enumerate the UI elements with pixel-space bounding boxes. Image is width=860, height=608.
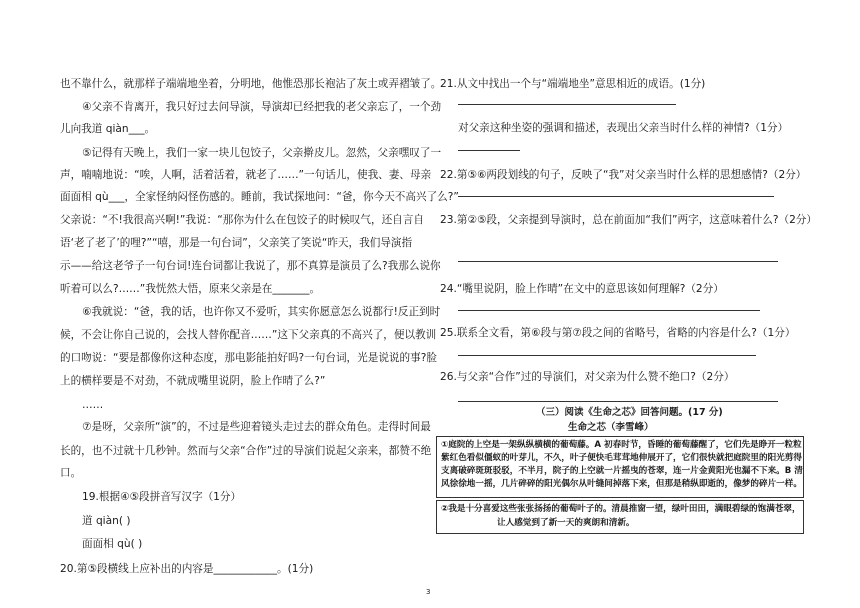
paragraph-line: 上的横样要是不对劲，不就成嘴里说阴，脸上作晴了么?” [60, 375, 326, 387]
page-number: 3 [426, 588, 431, 596]
paragraph-line: 父亲说：“不!我很高兴啊!”我说：“那你为什么在包饺子的时候叹气，还自言自 [60, 214, 424, 226]
box-line: ②我是十分喜爱这些张张扬扬的葡萄叶子的。清晨推窗一望，绿叶田田，满眼碧绿的饱满苍翠， [441, 504, 801, 514]
section-title: （三）阅读《生命之芯》回答问题。(17 分) [536, 407, 723, 418]
question-23: 23.第②⑤段，父亲提到导演时，总在前面加“我们”两字，这意味着什么?（2分） [440, 214, 817, 226]
answer-line[interactable] [458, 104, 676, 105]
question-24: 24.“嘴里说阴，脸上作晴”在文中的意思该如何理解?（2分） [440, 283, 724, 295]
box-line: ①庭院的上空是一架纵纵横横的葡萄藤。A 初春时节，昏睡的葡萄藤醒了，它们先是睁开一粒粒 [441, 440, 802, 450]
question-21: 21.从文中找出一个与“端端地坐”意思相近的成语。(1分) [440, 78, 706, 90]
box-line: 让人感觉到了新一天的爽朗和清新。 [497, 518, 635, 528]
paragraph-line: 示——给这老爷子一句台词!连台词都让我说了，那不真算是演员了么?我那么说你 [60, 260, 441, 272]
answer-line[interactable] [458, 310, 760, 311]
ellipsis-line: …… [82, 399, 104, 411]
section-subtitle: 生命之芯（李雪峰） [568, 422, 654, 433]
paragraph-line: 的口吻说：“要是都像你这种态度，那电影能拍好吗?一句台词，光是说说的事?脸 [60, 352, 437, 364]
paragraph-line: ④父亲不肯离开，我只好过去问导演，导演却已经把我的老父亲忘了，一个劲 [82, 101, 442, 113]
paragraph-line: 口。 [60, 467, 82, 479]
answer-line[interactable] [458, 401, 778, 402]
question-19: 19.根据④⑤段拼音写汉字（1分） [82, 491, 242, 503]
paragraph-line: ⑦是呀，父亲所“演”的，不过是些迎着镜头走过去的群众角色。走得时间最 [82, 421, 431, 433]
paragraph-line: 听着可以么?……”我恍然大悟，原来父亲是在_______。 [60, 283, 321, 295]
answer-blank-qian[interactable]: 道 qiàn( ) [82, 515, 131, 527]
question-20: 20.第⑤段横线上应补出的内容是____________。(1分) [60, 563, 314, 575]
paragraph-line: 声，喃喃地说：“唉，人啊，活着活着，就老了……”一句话儿，使我、妻、母亲 [60, 169, 432, 181]
answer-line[interactable] [458, 355, 756, 356]
reading-box-1 [436, 436, 804, 498]
paragraph-line: 长的，也不过就十几秒钟。然而与父亲“合作”过的导演们说起父亲来，都赞不绝 [60, 445, 432, 457]
answer-line[interactable] [458, 196, 774, 197]
question-26: 26.与父亲“合作”过的导演们，对父亲为什么赞不绝口?（2分） [440, 371, 735, 383]
paragraph-line: 语‘老了老了’的哩?”“嘻，那是一句台词”，父亲笑了笑说“昨天，我们导演指 [60, 237, 413, 249]
box-line: 紫红色看似僵蚁的叶芽儿，不久，叶子便快毛茸茸地伸展开了，它们很快就把庭院里的阳光剪得 [441, 453, 802, 463]
answer-line[interactable] [458, 150, 520, 151]
box-line: 支离破碎斑斑驳驳，不半月，院子的上空就一片摇曳的苍翠，连一片金黄阳光也漏不下来。B 清 [441, 466, 803, 476]
paragraph-line: 儿向我道 qiàn___。 [60, 123, 156, 135]
paragraph-line: 也不靠什么，就那样子端端地坐着，分明地，他惟恐那长袍沾了灰土或弄褶皱了。 [60, 78, 442, 90]
question-21-sub: 对父亲这种坐姿的强调和描述，表现出父亲当时什么样的神情?（1分） [458, 122, 789, 134]
answer-blank-qu[interactable]: 面面相 qù( ) [82, 538, 143, 550]
paragraph-line: 面面相 qù___，全家怪纳闷怪伤感的。睡前，我试探地问：“爸，你今天不高兴了么?” [60, 191, 459, 203]
answer-line[interactable] [458, 261, 778, 262]
paragraph-line: 候，不会让你自己说的，会找人替你配音……”这下父亲真的不高兴了，便以教训 [60, 329, 437, 341]
question-25: 25.联系全文看，第⑥段与第⑦段之间的省略号，省略的内容是什么?（1分） [440, 327, 796, 339]
paragraph-line: ⑤记得有天晚上，我们一家一块儿包饺子，父亲擀皮儿。忽然，父亲嘿叹了一 [82, 147, 442, 159]
reading-box-2 [436, 500, 804, 534]
box-line: 风徐徐地一摇，几片碎碎的阳光偶尔从叶缝间掉落下来，但那是稍纵即逝的，像梦的碎片一样。 [441, 479, 802, 489]
question-22: 22.第⑤⑥两段划线的句子，反映了“我”对父亲当时什么样的思想感情?（2分） [440, 169, 807, 181]
paragraph-line: ⑥我就说：“爸，我的话，也许你又不爱听，其实你愿意怎么说都行!反正到时 [82, 306, 441, 318]
